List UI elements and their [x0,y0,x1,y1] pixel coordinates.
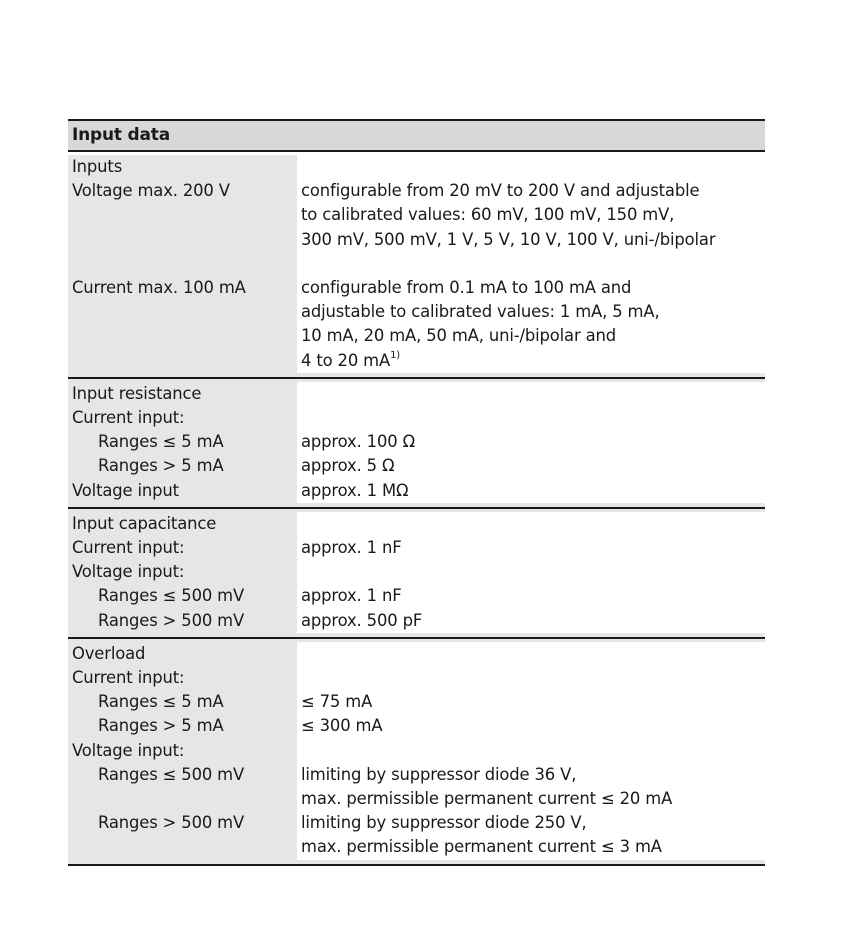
section-overload [68,639,765,866]
overload-current-input: Current input: [68,666,297,690]
capacitance-value-3: approx. 500 pF [297,609,765,633]
inputs-title: Inputs [68,155,297,179]
section-inputs [68,152,765,379]
overload-range-4: Ranges > 500 mV [98,813,245,833]
overload-title: Overload [68,642,297,666]
resistance-value-3: approx. 1 MΩ [297,479,765,503]
overload-value-4a: limiting by suppressor diode 250 V, [301,813,587,833]
current-desc-line: adjustable to calibrated values: 1 mA, 5 mA, [301,302,660,322]
capacitance-value-1: approx. 1 nF [301,538,402,558]
overload-value-1: ≤ 75 mA [301,692,373,712]
voltage-desc-line: configurable from 20 mV to 200 V and adjustable [301,181,700,201]
current-max-label: Current max. 100 mA [68,276,297,373]
footnote-mark: 1) [390,350,401,362]
capacitance-value-2: approx. 1 nF [301,586,402,606]
capacitance-voltage-input: Voltage input: [68,560,297,584]
input-data-table [68,119,765,866]
resistance-value-2: approx. 5 Ω [301,456,395,476]
resistance-current-input: Current input: [68,406,297,430]
capacitance-range-1: Ranges ≤ 500 mV [98,586,245,606]
overload-voltage-input: Voltage input: [68,739,297,763]
current-desc-line: configurable from 0.1 mA to 100 mA and [301,278,632,297]
capacitance-current-input: Current input: [68,536,297,560]
overload-value-2: ≤ 300 mA [301,716,383,736]
capacitance-title: Input capacitance [68,512,297,536]
resistance-range-1: Ranges ≤ 5 mA [98,432,224,452]
capacitance-range-2: Ranges > 500 mV [98,610,245,630]
voltage-max-label: Voltage max. 200 V [68,179,297,252]
overload-value-4b: max. permissible permanent current ≤ 3 mA [301,837,662,857]
overload-range-2: Ranges > 5 mA [98,716,224,736]
resistance-range-2: Ranges > 5 mA [98,456,224,476]
section-input-resistance [68,379,765,509]
overload-range-3: Ranges ≤ 500 mV [98,764,245,784]
resistance-voltage-input: Voltage input [68,479,297,503]
resistance-title: Input resistance [68,382,297,406]
current-desc-line: 10 mA, 20 mA, 50 mA, uni-/bipolar and [301,326,616,346]
table-header: Input data [68,121,765,152]
current-desc-line: 4 to 20 mA [301,350,391,370]
voltage-desc-line: to calibrated values: 60 mV, 100 mV, 150 mV, [301,205,675,225]
section-input-capacitance [68,509,765,639]
overload-value-3a: limiting by suppressor diode 36 V, [301,764,577,784]
overload-range-1: Ranges ≤ 5 mA [98,692,224,712]
resistance-value-1: approx. 100 Ω [301,432,415,452]
overload-value-3b: max. permissible permanent current ≤ 20 mA [301,789,673,809]
voltage-desc-line: 300 mV, 500 mV, 1 V, 5 V, 10 V, 100 V, uni-/bipolar [301,229,716,249]
